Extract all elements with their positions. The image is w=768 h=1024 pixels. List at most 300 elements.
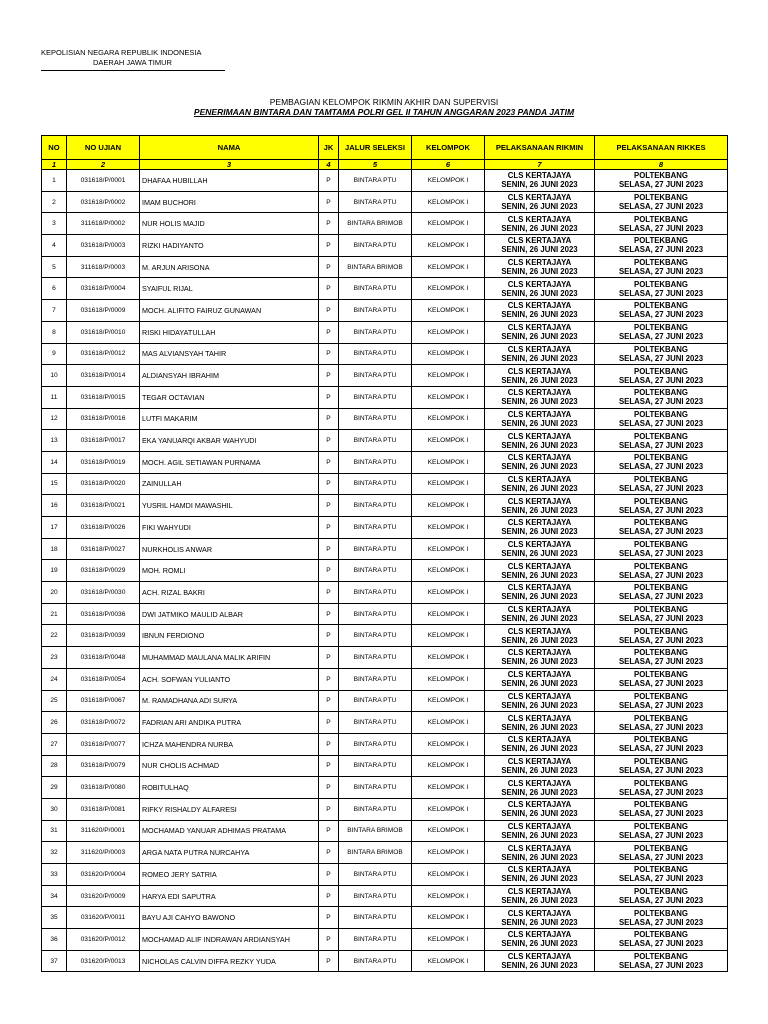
rikkes-schedule-date: SELASA, 27 JUNI 2023 xyxy=(618,830,704,840)
rikmin-schedule-place: CLS KERTAJAYA xyxy=(507,756,572,766)
table-row xyxy=(42,300,728,322)
table-row xyxy=(42,560,728,582)
rikkes-schedule-date: SELASA, 27 JUNI 2023 xyxy=(618,809,704,819)
rikmin-schedule-date: SENIN, 26 JUNI 2023 xyxy=(501,353,578,363)
row-number: 14 xyxy=(42,451,67,473)
participant-name: IMAM BUCHORI xyxy=(140,191,319,213)
group: KELOMPOK I xyxy=(412,864,485,886)
rikmin-schedule xyxy=(485,755,595,777)
rikmin-schedule-date: SENIN, 26 JUNI 2023 xyxy=(501,722,578,732)
row-number: 8 xyxy=(42,321,67,343)
participant-name: FIKI WAHYUDI xyxy=(140,517,319,539)
exam-number: 031618/P/0054 xyxy=(67,668,140,690)
participant-name: FADRIAN ARI ANDIKA PUTRA xyxy=(140,712,319,734)
table-row xyxy=(42,929,728,951)
rikmin-schedule-place: CLS KERTAJAYA xyxy=(507,561,572,571)
exam-number: 031618/P/0012 xyxy=(67,343,140,365)
selection-path: BINTARA PTU xyxy=(339,386,412,408)
exam-number: 031618/P/0039 xyxy=(67,625,140,647)
participant-name: ROMEO JERY SATRIA xyxy=(140,864,319,886)
rikmin-schedule xyxy=(485,864,595,886)
exam-number: 031618/P/0009 xyxy=(67,300,140,322)
selection-path: BINTARA PTU xyxy=(339,300,412,322)
group: KELOMPOK I xyxy=(412,603,485,625)
rikmin-schedule-place: CLS KERTAJAYA xyxy=(507,171,572,181)
gender: P xyxy=(319,321,339,343)
rikmin-schedule-date: SENIN, 26 JUNI 2023 xyxy=(501,787,578,797)
org-underline xyxy=(41,70,225,71)
exam-number: 031618/P/0079 xyxy=(67,755,140,777)
gender: P xyxy=(319,885,339,907)
exam-number: 031620/P/0009 xyxy=(67,885,140,907)
group: KELOMPOK I xyxy=(412,777,485,799)
rikkes-schedule-date: SELASA, 27 JUNI 2023 xyxy=(618,744,704,754)
rikmin-schedule xyxy=(485,712,595,734)
participant-name: IBNUN FERDIONO xyxy=(140,625,319,647)
selection-path: BINTARA PTU xyxy=(339,343,412,365)
row-number: 27 xyxy=(42,733,67,755)
rikkes-schedule-place: POLTEKBANG xyxy=(634,691,688,701)
selection-path: BINTARA BRIMOB xyxy=(339,842,412,864)
group: KELOMPOK I xyxy=(412,885,485,907)
rikkes-schedule-place: POLTEKBANG xyxy=(634,344,688,354)
group: KELOMPOK I xyxy=(412,560,485,582)
gender: P xyxy=(319,755,339,777)
rikkes-schedule-place: POLTEKBANG xyxy=(634,561,688,571)
rikmin-schedule-date: SENIN, 26 JUNI 2023 xyxy=(501,440,578,450)
column-header-row xyxy=(42,136,728,160)
gender: P xyxy=(319,929,339,951)
rikmin-schedule xyxy=(485,777,595,799)
group: KELOMPOK I xyxy=(412,300,485,322)
gender: P xyxy=(319,777,339,799)
rikmin-schedule xyxy=(485,517,595,539)
table-row xyxy=(42,712,728,734)
exam-number: 031618/P/0014 xyxy=(67,365,140,387)
participant-table xyxy=(41,135,728,972)
rikkes-schedule-date: SELASA, 27 JUNI 2023 xyxy=(618,961,704,971)
table-row xyxy=(42,451,728,473)
rikkes-schedule-date: SELASA, 27 JUNI 2023 xyxy=(618,679,704,689)
rikkes-schedule-date: SELASA, 27 JUNI 2023 xyxy=(618,570,704,580)
rikmin-schedule xyxy=(485,950,595,972)
rikmin-schedule-date: SENIN, 26 JUNI 2023 xyxy=(501,462,578,472)
rikkes-schedule-place: POLTEKBANG xyxy=(634,323,688,333)
selection-path: BINTARA BRIMOB xyxy=(339,256,412,278)
table-row xyxy=(42,625,728,647)
selection-path: BINTARA BRIMOB xyxy=(339,820,412,842)
group: KELOMPOK I xyxy=(412,517,485,539)
column-number-row xyxy=(42,160,728,170)
row-number: 5 xyxy=(42,256,67,278)
rikmin-schedule xyxy=(485,929,595,951)
gender: P xyxy=(319,950,339,972)
rikkes-schedule-place: POLTEKBANG xyxy=(634,778,688,788)
table-row xyxy=(42,755,728,777)
gender: P xyxy=(319,668,339,690)
gender: P xyxy=(319,733,339,755)
row-number: 18 xyxy=(42,538,67,560)
rikkes-schedule-date: SELASA, 27 JUNI 2023 xyxy=(618,765,704,775)
participant-name: EKA YANUARQI AKBAR WAHYUDI xyxy=(140,430,319,452)
rikmin-schedule-place: CLS KERTAJAYA xyxy=(507,648,572,658)
row-number: 17 xyxy=(42,517,67,539)
participant-name: HARYA EDI SAPUTRA xyxy=(140,885,319,907)
gender: P xyxy=(319,191,339,213)
gender: P xyxy=(319,430,339,452)
rikmin-schedule-place: CLS KERTAJAYA xyxy=(507,583,572,593)
group: KELOMPOK I xyxy=(412,213,485,235)
rikmin-schedule-place: CLS KERTAJAYA xyxy=(507,778,572,788)
rikkes-schedule xyxy=(595,256,728,278)
rikkes-schedule xyxy=(595,386,728,408)
rikkes-schedule xyxy=(595,755,728,777)
selection-path: BINTARA PTU xyxy=(339,517,412,539)
rikmin-schedule-date: SENIN, 26 JUNI 2023 xyxy=(501,592,578,602)
participant-name: ACH. RIZAL BAKRI xyxy=(140,582,319,604)
column-header-jalur-seleksi: JALUR SELEKSI xyxy=(339,136,412,160)
rikmin-schedule xyxy=(485,647,595,669)
group: KELOMPOK I xyxy=(412,278,485,300)
rikmin-schedule-place: CLS KERTAJAYA xyxy=(507,193,572,203)
row-number: 23 xyxy=(42,647,67,669)
rikkes-schedule-date: SELASA, 27 JUNI 2023 xyxy=(618,332,704,342)
exam-number: 031620/P/0012 xyxy=(67,929,140,951)
table-row xyxy=(42,343,728,365)
gender: P xyxy=(319,712,339,734)
participant-name: ROBITULHAQ xyxy=(140,777,319,799)
gender: P xyxy=(319,473,339,495)
rikmin-schedule-place: CLS KERTAJAYA xyxy=(507,344,572,354)
rikkes-schedule-date: SELASA, 27 JUNI 2023 xyxy=(618,939,704,949)
row-number: 28 xyxy=(42,755,67,777)
rikkes-schedule xyxy=(595,170,728,192)
rikkes-schedule xyxy=(595,560,728,582)
rikkes-schedule-place: POLTEKBANG xyxy=(634,214,688,224)
rikkes-schedule-place: POLTEKBANG xyxy=(634,605,688,615)
group: KELOMPOK I xyxy=(412,343,485,365)
group: KELOMPOK I xyxy=(412,755,485,777)
selection-path: BINTARA PTU xyxy=(339,191,412,213)
exam-number: 031618/P/0027 xyxy=(67,538,140,560)
rikkes-schedule-place: POLTEKBANG xyxy=(634,474,688,484)
participant-name: TEGAR OCTAVIAN xyxy=(140,386,319,408)
table-row xyxy=(42,733,728,755)
selection-path: BINTARA PTU xyxy=(339,408,412,430)
rikkes-schedule xyxy=(595,625,728,647)
rikmin-schedule xyxy=(485,343,595,365)
rikkes-schedule-date: SELASA, 27 JUNI 2023 xyxy=(618,462,704,472)
rikkes-schedule-place: POLTEKBANG xyxy=(634,431,688,441)
rikmin-schedule-date: SENIN, 26 JUNI 2023 xyxy=(501,635,578,645)
group: KELOMPOK I xyxy=(412,430,485,452)
rikmin-schedule-place: CLS KERTAJAYA xyxy=(507,691,572,701)
row-number: 12 xyxy=(42,408,67,430)
rikkes-schedule-place: POLTEKBANG xyxy=(634,735,688,745)
rikkes-schedule-date: SELASA, 27 JUNI 2023 xyxy=(618,874,704,884)
rikkes-schedule-date: SELASA, 27 JUNI 2023 xyxy=(618,549,704,559)
participant-name: ARGA NATA PUTRA NURCAHYA xyxy=(140,842,319,864)
rikmin-schedule-place: CLS KERTAJAYA xyxy=(507,496,572,506)
rikmin-schedule xyxy=(485,256,595,278)
table-row xyxy=(42,278,728,300)
rikmin-schedule-place: CLS KERTAJAYA xyxy=(507,366,572,376)
rikmin-schedule-date: SENIN, 26 JUNI 2023 xyxy=(501,679,578,689)
table-row xyxy=(42,907,728,929)
table-row xyxy=(42,690,728,712)
group: KELOMPOK I xyxy=(412,907,485,929)
table-row xyxy=(42,538,728,560)
selection-path: BINTARA PTU xyxy=(339,668,412,690)
exam-number: 031618/P/0010 xyxy=(67,321,140,343)
gender: P xyxy=(319,907,339,929)
rikmin-schedule-date: SENIN, 26 JUNI 2023 xyxy=(501,202,578,212)
participant-name: NICHOLAS CALVIN DIFFA REZKY YUDA xyxy=(140,950,319,972)
rikmin-schedule-date: SENIN, 26 JUNI 2023 xyxy=(501,288,578,298)
rikmin-schedule-date: SENIN, 26 JUNI 2023 xyxy=(501,223,578,233)
row-number: 33 xyxy=(42,864,67,886)
row-number: 32 xyxy=(42,842,67,864)
exam-number: 031618/P/0036 xyxy=(67,603,140,625)
table-row xyxy=(42,386,728,408)
selection-path: BINTARA PTU xyxy=(339,235,412,257)
participant-name: MOCHAMAD ALIF INDRAWAN ARDIANSYAH xyxy=(140,929,319,951)
rikmin-schedule xyxy=(485,191,595,213)
rikmin-schedule-place: CLS KERTAJAYA xyxy=(507,713,572,723)
participant-name: MOH. ROMLI xyxy=(140,560,319,582)
gender: P xyxy=(319,386,339,408)
participant-name: YUSRIL HAMDI MAWASHIL xyxy=(140,495,319,517)
row-number: 30 xyxy=(42,798,67,820)
group: KELOMPOK I xyxy=(412,690,485,712)
exam-number: 031618/P/0029 xyxy=(67,560,140,582)
document-title: PEMBAGIAN KELOMPOK RIKMIN AKHIR DAN SUPERVISI xyxy=(269,97,499,107)
rikkes-schedule-date: SELASA, 27 JUNI 2023 xyxy=(618,375,704,385)
table-row xyxy=(42,950,728,972)
participant-name: MOCH. ALIFITO FAIRUZ GUNAWAN xyxy=(140,300,319,322)
org-name: KEPOLISIAN NEGARA REPUBLIK INDONESIA xyxy=(41,48,202,57)
participant-name: NUR HOLIS MAJID xyxy=(140,213,319,235)
rikkes-schedule-place: POLTEKBANG xyxy=(634,540,688,550)
participant-name: ALDIANSYAH IBRAHIM xyxy=(140,365,319,387)
participant-name: RIZKI HADIYANTO xyxy=(140,235,319,257)
participant-name: ZAINULLAH xyxy=(140,473,319,495)
rikkes-schedule xyxy=(595,798,728,820)
rikmin-schedule xyxy=(485,582,595,604)
row-number: 10 xyxy=(42,365,67,387)
exam-number: 031618/P/0015 xyxy=(67,386,140,408)
table-row xyxy=(42,668,728,690)
rikmin-schedule-date: SENIN, 26 JUNI 2023 xyxy=(501,939,578,949)
rikmin-schedule-date: SENIN, 26 JUNI 2023 xyxy=(501,830,578,840)
group: KELOMPOK I xyxy=(412,321,485,343)
table-row xyxy=(42,495,728,517)
rikmin-schedule-date: SENIN, 26 JUNI 2023 xyxy=(501,483,578,493)
exam-number: 031618/P/0026 xyxy=(67,517,140,539)
selection-path: BINTARA PTU xyxy=(339,885,412,907)
rikkes-schedule xyxy=(595,777,728,799)
group: KELOMPOK I xyxy=(412,712,485,734)
column-number: 7 xyxy=(485,160,595,170)
gender: P xyxy=(319,798,339,820)
selection-path: BINTARA PTU xyxy=(339,538,412,560)
selection-path: BINTARA BRIMOB xyxy=(339,213,412,235)
row-number: 20 xyxy=(42,582,67,604)
rikkes-schedule-place: POLTEKBANG xyxy=(634,518,688,528)
exam-number: 031618/P/0017 xyxy=(67,430,140,452)
rikmin-schedule-place: CLS KERTAJAYA xyxy=(507,431,572,441)
rikmin-schedule-date: SENIN, 26 JUNI 2023 xyxy=(501,375,578,385)
rikkes-schedule xyxy=(595,603,728,625)
group: KELOMPOK I xyxy=(412,451,485,473)
rikmin-schedule-date: SENIN, 26 JUNI 2023 xyxy=(501,657,578,667)
rikmin-schedule-place: CLS KERTAJAYA xyxy=(507,236,572,246)
rikmin-schedule-place: CLS KERTAJAYA xyxy=(507,474,572,484)
selection-path: BINTARA PTU xyxy=(339,560,412,582)
gender: P xyxy=(319,278,339,300)
rikmin-schedule xyxy=(485,300,595,322)
gender: P xyxy=(319,517,339,539)
participant-name: LUTFI MAKARIM xyxy=(140,408,319,430)
rikmin-schedule xyxy=(485,885,595,907)
rikkes-schedule xyxy=(595,430,728,452)
rikkes-schedule-place: POLTEKBANG xyxy=(634,496,688,506)
rikmin-schedule-date: SENIN, 26 JUNI 2023 xyxy=(501,765,578,775)
row-number: 37 xyxy=(42,950,67,972)
row-number: 6 xyxy=(42,278,67,300)
row-number: 19 xyxy=(42,560,67,582)
rikkes-schedule-date: SELASA, 27 JUNI 2023 xyxy=(618,722,704,732)
selection-path: BINTARA PTU xyxy=(339,451,412,473)
group: KELOMPOK I xyxy=(412,820,485,842)
rikkes-schedule xyxy=(595,495,728,517)
exam-number: 031618/P/0081 xyxy=(67,798,140,820)
gender: P xyxy=(319,256,339,278)
group: KELOMPOK I xyxy=(412,191,485,213)
table-row xyxy=(42,777,728,799)
rikkes-schedule xyxy=(595,820,728,842)
rikkes-schedule xyxy=(595,321,728,343)
gender: P xyxy=(319,213,339,235)
rikmin-schedule-place: CLS KERTAJAYA xyxy=(507,626,572,636)
participant-name: ICHZA MAHENDRA NURBA xyxy=(140,733,319,755)
rikmin-schedule-date: SENIN, 26 JUNI 2023 xyxy=(501,505,578,515)
group: KELOMPOK I xyxy=(412,668,485,690)
column-number: 8 xyxy=(595,160,728,170)
rikkes-schedule-date: SELASA, 27 JUNI 2023 xyxy=(618,483,704,493)
row-number: 1 xyxy=(42,170,67,192)
rikkes-schedule-place: POLTEKBANG xyxy=(634,626,688,636)
rikkes-schedule xyxy=(595,538,728,560)
exam-number: 031618/P/0003 xyxy=(67,235,140,257)
selection-path: BINTARA PTU xyxy=(339,170,412,192)
table-row xyxy=(42,582,728,604)
rikkes-schedule-place: POLTEKBANG xyxy=(634,236,688,246)
rikmin-schedule xyxy=(485,408,595,430)
rikmin-schedule-date: SENIN, 26 JUNI 2023 xyxy=(501,896,578,906)
rikkes-schedule-place: POLTEKBANG xyxy=(634,821,688,831)
rikkes-schedule-place: POLTEKBANG xyxy=(634,258,688,268)
table-row xyxy=(42,213,728,235)
rikmin-schedule-date: SENIN, 26 JUNI 2023 xyxy=(501,809,578,819)
rikmin-schedule-date: SENIN, 26 JUNI 2023 xyxy=(501,527,578,537)
org-region: DAERAH JAWA TIMUR xyxy=(93,58,172,67)
rikmin-schedule xyxy=(485,278,595,300)
table-row xyxy=(42,647,728,669)
selection-path: BINTARA PTU xyxy=(339,365,412,387)
gender: P xyxy=(319,647,339,669)
column-header-kelompok: KELOMPOK xyxy=(412,136,485,160)
gender: P xyxy=(319,451,339,473)
rikkes-schedule xyxy=(595,950,728,972)
row-number: 35 xyxy=(42,907,67,929)
selection-path: BINTARA PTU xyxy=(339,929,412,951)
row-number: 3 xyxy=(42,213,67,235)
rikkes-schedule-date: SELASA, 27 JUNI 2023 xyxy=(618,635,704,645)
group: KELOMPOK I xyxy=(412,733,485,755)
participant-name: RISKI HIDAYATULLAH xyxy=(140,321,319,343)
column-header-no-ujian: NO UJIAN xyxy=(67,136,140,160)
row-number: 13 xyxy=(42,430,67,452)
rikmin-schedule xyxy=(485,170,595,192)
participant-name: MOCHAMAD YANUAR ADHIMAS PRATAMA xyxy=(140,820,319,842)
rikkes-schedule xyxy=(595,907,728,929)
row-number: 25 xyxy=(42,690,67,712)
column-number: 6 xyxy=(412,160,485,170)
rikmin-schedule-place: CLS KERTAJAYA xyxy=(507,409,572,419)
column-number: 4 xyxy=(319,160,339,170)
group: KELOMPOK I xyxy=(412,256,485,278)
gender: P xyxy=(319,582,339,604)
rikmin-schedule-date: SENIN, 26 JUNI 2023 xyxy=(501,418,578,428)
rikmin-schedule-date: SENIN, 26 JUNI 2023 xyxy=(501,180,578,190)
rikmin-schedule-date: SENIN, 26 JUNI 2023 xyxy=(501,874,578,884)
rikkes-schedule xyxy=(595,517,728,539)
rikkes-schedule xyxy=(595,582,728,604)
gender: P xyxy=(319,625,339,647)
rikkes-schedule xyxy=(595,668,728,690)
rikmin-schedule-place: CLS KERTAJAYA xyxy=(507,865,572,875)
exam-number: 031618/P/0019 xyxy=(67,451,140,473)
rikmin-schedule-place: CLS KERTAJAYA xyxy=(507,518,572,528)
gender: P xyxy=(319,820,339,842)
selection-path: BINTARA PTU xyxy=(339,733,412,755)
column-header-rikmin: PELAKSANAAN RIKMIN xyxy=(485,136,595,160)
rikkes-schedule xyxy=(595,690,728,712)
gender: P xyxy=(319,842,339,864)
rikmin-schedule-date: SENIN, 26 JUNI 2023 xyxy=(501,744,578,754)
exam-number: 031620/P/0011 xyxy=(67,907,140,929)
rikkes-schedule-date: SELASA, 27 JUNI 2023 xyxy=(618,310,704,320)
row-number: 26 xyxy=(42,712,67,734)
rikkes-schedule-place: POLTEKBANG xyxy=(634,171,688,181)
row-number: 16 xyxy=(42,495,67,517)
rikkes-schedule xyxy=(595,733,728,755)
row-number: 21 xyxy=(42,603,67,625)
rikkes-schedule-date: SELASA, 27 JUNI 2023 xyxy=(618,202,704,212)
group: KELOMPOK I xyxy=(412,365,485,387)
rikkes-schedule xyxy=(595,451,728,473)
rikmin-schedule-place: CLS KERTAJAYA xyxy=(507,258,572,268)
table-row xyxy=(42,473,728,495)
rikmin-schedule-place: CLS KERTAJAYA xyxy=(507,843,572,853)
exam-number: 031618/P/0067 xyxy=(67,690,140,712)
table-row xyxy=(42,820,728,842)
rikkes-schedule-date: SELASA, 27 JUNI 2023 xyxy=(618,418,704,428)
rikmin-schedule-date: SENIN, 26 JUNI 2023 xyxy=(501,549,578,559)
rikkes-schedule-place: POLTEKBANG xyxy=(634,843,688,853)
row-number: 29 xyxy=(42,777,67,799)
